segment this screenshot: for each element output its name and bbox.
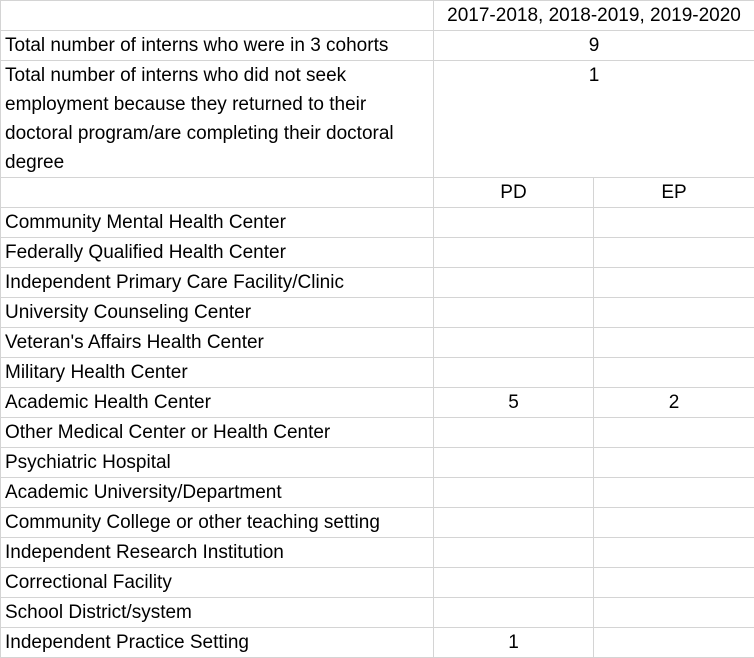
setting-ep-cell[interactable] [594,328,754,358]
setting-row [1,478,754,508]
ep-column-header[interactable]: EP [594,178,754,208]
setting-pd-cell[interactable] [434,448,594,478]
setting-label-cell[interactable]: Veteran's Affairs Health Center [1,328,434,358]
setting-pd-cell[interactable] [434,568,594,598]
column-header-row [1,178,754,208]
setting-pd-cell[interactable]: 1 [434,628,594,658]
setting-row [1,358,754,388]
setting-label-cell[interactable]: Correctional Facility [1,568,434,598]
setting-label-cell[interactable]: Independent Research Institution [1,538,434,568]
setting-ep-cell[interactable] [594,448,754,478]
column-header-blank-cell[interactable] [1,178,434,208]
setting-ep-cell[interactable] [594,238,754,268]
setting-row [1,388,754,418]
setting-ep-cell[interactable] [594,508,754,538]
setting-label-cell[interactable]: Military Health Center [1,358,434,388]
setting-pd-cell[interactable] [434,598,594,628]
setting-row [1,628,754,658]
setting-row [1,328,754,358]
setting-label-cell[interactable]: Independent Practice Setting [1,628,434,658]
setting-label-cell[interactable]: Community College or other teaching setting [1,508,434,538]
summary-value-cell[interactable]: 9 [434,31,754,61]
setting-row [1,418,754,448]
setting-row [1,568,754,598]
setting-pd-cell[interactable] [434,208,594,238]
setting-label-cell[interactable]: Independent Primary Care Facility/Clinic [1,268,434,298]
setting-label-cell[interactable]: Other Medical Center or Health Center [1,418,434,448]
setting-ep-cell[interactable] [594,478,754,508]
summary-label-cell[interactable]: Total number of interns who did not seek employment because they returned to their doctoral program/are completing their doctoral degree [1,61,434,178]
setting-ep-cell[interactable]: 2 [594,388,754,418]
header-blank-cell[interactable] [1,1,434,31]
setting-row [1,508,754,538]
setting-pd-cell[interactable] [434,538,594,568]
setting-ep-cell[interactable] [594,358,754,388]
setting-ep-cell[interactable] [594,598,754,628]
setting-ep-cell[interactable] [594,208,754,238]
setting-pd-cell[interactable] [434,298,594,328]
setting-row [1,268,754,298]
setting-ep-cell[interactable] [594,268,754,298]
setting-label-cell[interactable]: Federally Qualified Health Center [1,238,434,268]
setting-label-cell[interactable]: Academic Health Center [1,388,434,418]
summary-row [1,31,754,61]
setting-ep-cell[interactable] [594,298,754,328]
setting-row [1,298,754,328]
setting-pd-cell[interactable] [434,268,594,298]
setting-row [1,538,754,568]
setting-label-cell[interactable]: Community Mental Health Center [1,208,434,238]
setting-pd-cell[interactable] [434,508,594,538]
summary-value-cell[interactable]: 1 [434,61,754,178]
pd-column-header[interactable]: PD [434,178,594,208]
setting-row [1,598,754,628]
setting-ep-cell[interactable] [594,568,754,598]
setting-ep-cell[interactable] [594,628,754,658]
setting-label-cell[interactable]: Psychiatric Hospital [1,448,434,478]
summary-row [1,61,754,178]
setting-pd-cell[interactable] [434,478,594,508]
setting-pd-cell[interactable] [434,328,594,358]
setting-pd-cell[interactable] [434,358,594,388]
setting-row [1,208,754,238]
setting-row [1,238,754,268]
setting-pd-cell[interactable]: 5 [434,388,594,418]
summary-label-cell[interactable]: Total number of interns who were in 3 cohorts [1,31,434,61]
header-row [1,1,754,31]
setting-label-cell[interactable]: Academic University/Department [1,478,434,508]
setting-label-cell[interactable]: School District/system [1,598,434,628]
years-header-cell[interactable]: 2017-2018, 2018-2019, 2019-2020 [434,1,754,31]
setting-ep-cell[interactable] [594,538,754,568]
setting-pd-cell[interactable] [434,238,594,268]
setting-row [1,448,754,478]
setting-label-cell[interactable]: University Counseling Center [1,298,434,328]
setting-pd-cell[interactable] [434,418,594,448]
setting-ep-cell[interactable] [594,418,754,448]
